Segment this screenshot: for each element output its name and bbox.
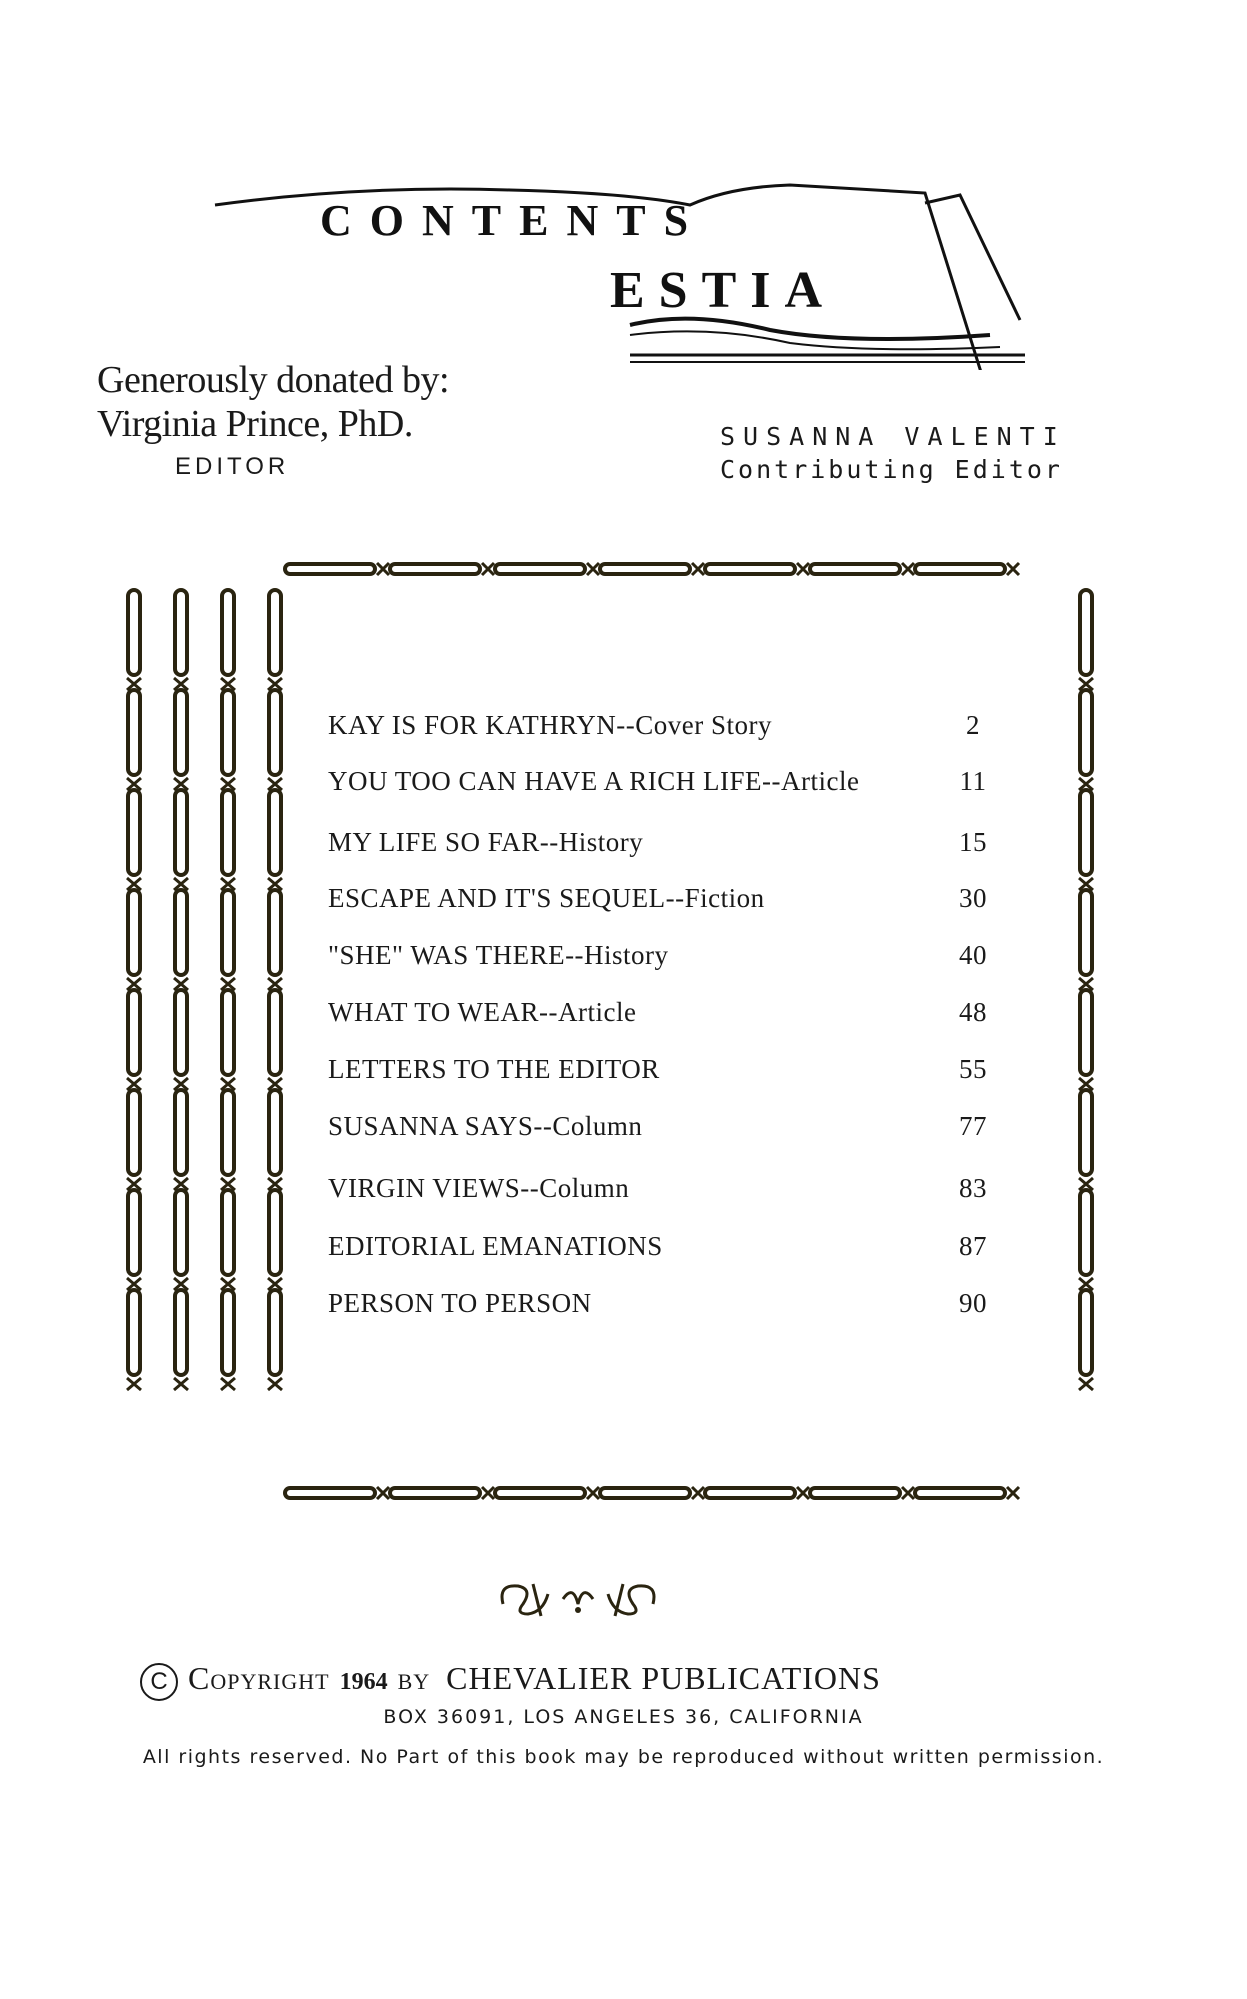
toc-title: YOU TOO CAN HAVE A RICH LIFE--Article: [328, 766, 860, 796]
publisher-name: CHEVALIER PUBLICATIONS: [446, 1660, 881, 1696]
decorative-flourish-icon: [493, 1574, 663, 1624]
copyright-word: Copyright: [188, 1660, 330, 1696]
toc-page-number: 83: [959, 1173, 987, 1203]
copyright-symbol: C: [140, 1663, 178, 1701]
toc-title: WHAT TO WEAR--Article: [328, 997, 637, 1027]
rights-notice: All rights reserved. No Part of this book may be reproduced without written permission.: [142, 1746, 1105, 1768]
toc-page-number: 2: [966, 710, 980, 740]
toc-row[interactable]: [328, 1231, 1008, 1262]
contributor-name: SUSANNA VALENTI: [720, 422, 1066, 451]
toc-title: ESCAPE AND IT'S SEQUEL--Fiction: [328, 883, 765, 913]
toc-title: SUSANNA SAYS--Column: [328, 1111, 643, 1141]
toc-title: VIRGIN VIEWS--Column: [328, 1173, 630, 1203]
toc-row[interactable]: [328, 710, 1008, 741]
toc-page-number: 48: [959, 997, 987, 1027]
toc-row[interactable]: [328, 1173, 1008, 1204]
donation-line-2: Virginia Prince, PhD.: [97, 403, 413, 445]
toc-row[interactable]: [328, 997, 1008, 1028]
toc-title: LETTERS TO THE EDITOR: [328, 1054, 660, 1084]
toc-page-number: 77: [959, 1111, 987, 1141]
toc-title: KAY IS FOR KATHRYN--Cover Story: [328, 710, 773, 740]
donation-line-1: Generously donated by:: [97, 359, 450, 401]
toc-row[interactable]: [328, 1111, 1008, 1142]
toc-page-number: 30: [959, 883, 987, 913]
toc-page-number: 87: [959, 1231, 987, 1261]
logo-text-top: CONTENTS: [320, 196, 707, 245]
toc-row[interactable]: [328, 766, 1008, 797]
toc-title: PERSON TO PERSON: [328, 1288, 592, 1318]
toc-title: EDITORIAL EMANATIONS: [328, 1231, 663, 1261]
contents-masthead-logo: [210, 175, 1030, 370]
toc-page-number: 11: [959, 766, 987, 796]
copyright-line: [140, 1660, 881, 1701]
copyright-year: 1964: [339, 1669, 388, 1695]
logo-text-bottom: ESTIA: [610, 262, 837, 319]
toc-row[interactable]: [328, 940, 1008, 971]
toc-page-number: 90: [959, 1288, 987, 1318]
toc-page-number: 15: [959, 827, 987, 857]
toc-row[interactable]: [328, 883, 1008, 914]
toc-row[interactable]: [328, 1054, 1008, 1085]
contents-frame: [120, 555, 1100, 1515]
contributing-editor: [720, 420, 1066, 486]
copyright-by: by: [397, 1660, 431, 1696]
toc-title: "SHE" WAS THERE--History: [328, 940, 669, 970]
toc-page-number: 40: [959, 940, 987, 970]
publisher-address: BOX 36091, LOS ANGELES 36, CALIFORNIA: [383, 1706, 864, 1728]
donation-note: [97, 358, 449, 446]
toc-title: MY LIFE SO FAR--History: [328, 827, 644, 857]
contributor-role: Contributing Editor: [720, 455, 1063, 484]
toc-row[interactable]: [328, 827, 1008, 858]
editor-role: EDITOR: [175, 453, 290, 480]
toc-page-number: 55: [959, 1054, 987, 1084]
toc-row[interactable]: [328, 1288, 1008, 1319]
